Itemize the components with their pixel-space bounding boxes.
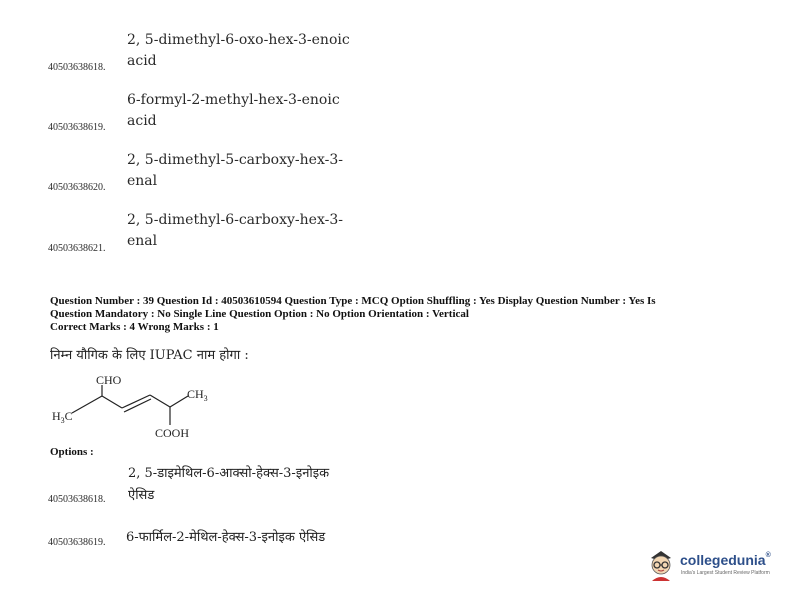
collegedunia-logo [645, 546, 785, 586]
bond-c2-c3 [102, 396, 122, 408]
ch3-label: $CH_3$ [187, 387, 208, 403]
question-meta-line-1: Question Number : 39 Question Id : 40503610594 Question Type : MCQ Option Shuffling : Yes Display Question Number : Yes Is [50, 295, 656, 307]
question-meta [50, 295, 750, 334]
options-label: Options : [50, 446, 94, 458]
prev-option-4-id: 40503638621. [48, 243, 106, 254]
prev-option-2-id: 40503638619. [48, 122, 106, 133]
option-2-id: 40503638619. [48, 537, 106, 548]
question-meta-line-2: Question Mandatory : No Single Line Question Option : No Option Orientation : Vertical [50, 308, 469, 320]
prev-option-3-id: 40503638620. [48, 182, 106, 193]
question-text: निम्न यौगिक के लिए IUPAC नाम होगा : [50, 348, 249, 363]
prev-option-3-text: 2, 5-dimethyl-5-carboxy-hex-3- enal [127, 152, 343, 189]
cho-label: CHO [96, 373, 122, 387]
option-1-id: 40503638618. [48, 494, 106, 505]
question-marks: Correct Marks : 4 Wrong Marks : 1 [50, 321, 219, 333]
option-1-text: 2, 5-डाइमेथिल-6-आक्सो-हेक्स-3-इनोइक ऐसिड [128, 466, 330, 503]
bond-c5-ch3 [170, 396, 188, 407]
logo-tagline: India's Largest Student Review Platform [681, 570, 770, 576]
prev-option-2-text: 6-formyl-2-methyl-hex-3-enoic acid [127, 92, 340, 129]
prev-option-4-text: 2, 5-dimethyl-6-carboxy-hex-3- enal [127, 212, 343, 249]
cooh-label: COOH [155, 426, 190, 440]
bond-c4-c5 [150, 395, 170, 407]
h3c-label: $H_3C$ [52, 409, 73, 425]
mascot-icon [645, 548, 677, 584]
logo-wordmark: collegedunia® [680, 552, 771, 568]
bond-h3c-c2 [72, 396, 102, 413]
prev-option-1-text: 2, 5-dimethyl-6-oxo-hex-3-enoic acid [127, 32, 350, 69]
option-2-text: 6-फार्मिल-2-मेथिल-हेक्स-3-इनोइक ऐसिड [126, 530, 326, 545]
chemical-structure [40, 368, 240, 444]
prev-option-1-id: 40503638618. [48, 62, 106, 73]
